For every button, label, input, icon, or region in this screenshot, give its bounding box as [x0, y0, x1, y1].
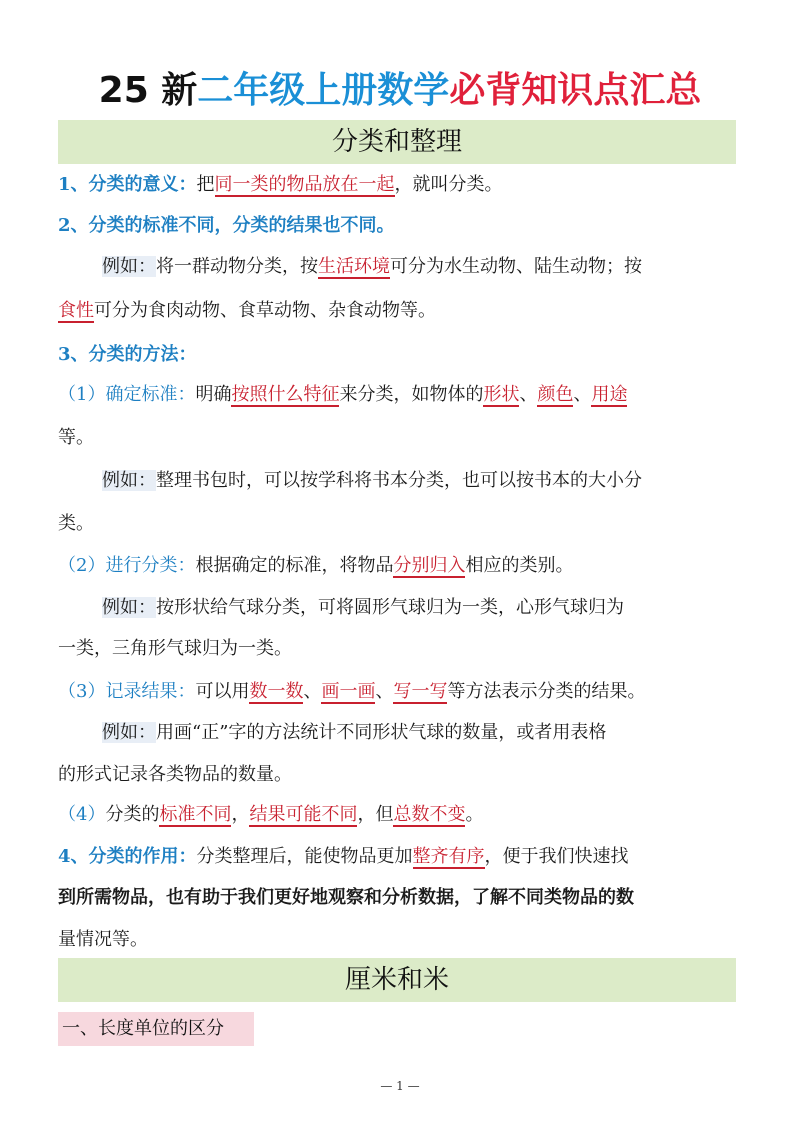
method-3-label: （3）记录结果：: [58, 681, 196, 702]
method-3: （3）记录结果：可以用数一数、画一画、写一写等方法表示分类的结果。: [58, 681, 646, 702]
highlight: 结果可能不同: [249, 804, 358, 825]
item-3-label: 3、分类的方法：: [58, 344, 197, 365]
method-2: （2）进行分类：根据确定的标准，将物品分别归入相应的类别。: [58, 555, 574, 576]
example-2-line-1: 例如：整理书包时，可以按学科将书本分类，也可以按书本的大小分: [102, 470, 642, 491]
title-suffix: 必背知识点汇总: [449, 70, 702, 111]
highlight: 生活环境: [318, 256, 390, 277]
example-2-line-2: 类。: [58, 513, 94, 534]
highlight: 写一写: [393, 681, 448, 702]
example-4-line-1: 例如：用画“正”字的方法统计不同形状气球的数量，或者用表格: [102, 722, 607, 743]
highlight: 形状: [483, 384, 520, 405]
section-band-classification: 分类和整理: [58, 120, 736, 164]
highlight: 画一画: [321, 681, 376, 702]
highlight: 按照什么特征: [231, 384, 340, 405]
method-1-line-2: 等。: [58, 427, 94, 448]
page-title: [0, 66, 800, 116]
highlight: 颜色: [537, 384, 574, 405]
title-grade: 二年级上册数学: [197, 70, 450, 111]
item-3: [58, 340, 748, 370]
highlight: 整齐有序: [412, 846, 485, 867]
highlight: 标准不同: [159, 804, 232, 825]
subsection-heading: 一、长度单位的区分: [58, 1012, 254, 1046]
item-4-line-1: 4、分类的作用：分类整理后，能使物品更加整齐有序，便于我们快速找: [58, 846, 629, 867]
highlight: 数一数: [249, 681, 304, 702]
example-label: 例如：: [102, 470, 156, 491]
item-1-label: 1、分类的意义：: [58, 174, 197, 195]
section-band-length: 厘米和米: [58, 958, 736, 1002]
example-1-line-1: 例如：将一群动物分类，按生活环境可分为水生动物、陆生动物；按: [102, 256, 642, 277]
highlight: 同一类的物品放在一起: [214, 174, 395, 195]
highlight: 总数不变: [393, 804, 466, 825]
highlight: 分别归入: [393, 555, 466, 576]
method-4-label: （4）: [58, 804, 106, 825]
method-2-label: （2）进行分类：: [58, 555, 196, 576]
method-4: （4）分类的标准不同，结果可能不同，但总数不变。: [58, 804, 484, 825]
example-3-line-2: 一类，三角形气球归为一类。: [58, 638, 292, 659]
example-4-line-2: 的形式记录各类物品的数量。: [58, 764, 292, 785]
item-4-label: 4、分类的作用：: [58, 846, 197, 867]
title-prefix: 25 新: [98, 70, 198, 111]
highlight: 食性: [58, 300, 94, 321]
example-1-line-2: 食性可分为食肉动物、食草动物、杂食动物等。: [58, 300, 436, 321]
item-2-label: 2、分类的标准不同，分类的结果也不同。: [58, 215, 395, 236]
highlight: 用途: [591, 384, 628, 405]
method-1-line-1: （1）确定标准：明确按照什么特征来分类，如物体的形状、颜色、用途: [58, 384, 628, 405]
item-4-line-2: 到所需物品，也有助于我们更好地观察和分析数据，了解不同类物品的数: [58, 887, 634, 908]
item-2: [58, 211, 748, 241]
page-number: — 1 —: [380, 1079, 420, 1093]
example-3-line-1: 例如：按形状给气球分类，可将圆形气球归为一类，心形气球归为: [102, 597, 624, 618]
method-1-label: （1）确定标准：: [58, 384, 196, 405]
example-label: 例如：: [102, 256, 156, 277]
example-label: 例如：: [102, 597, 156, 618]
item-1: 1、分类的意义：把同一类的物品放在一起，就叫分类。: [58, 174, 503, 195]
example-label: 例如：: [102, 722, 156, 743]
item-4-line-3: 量情况等。: [58, 929, 148, 950]
